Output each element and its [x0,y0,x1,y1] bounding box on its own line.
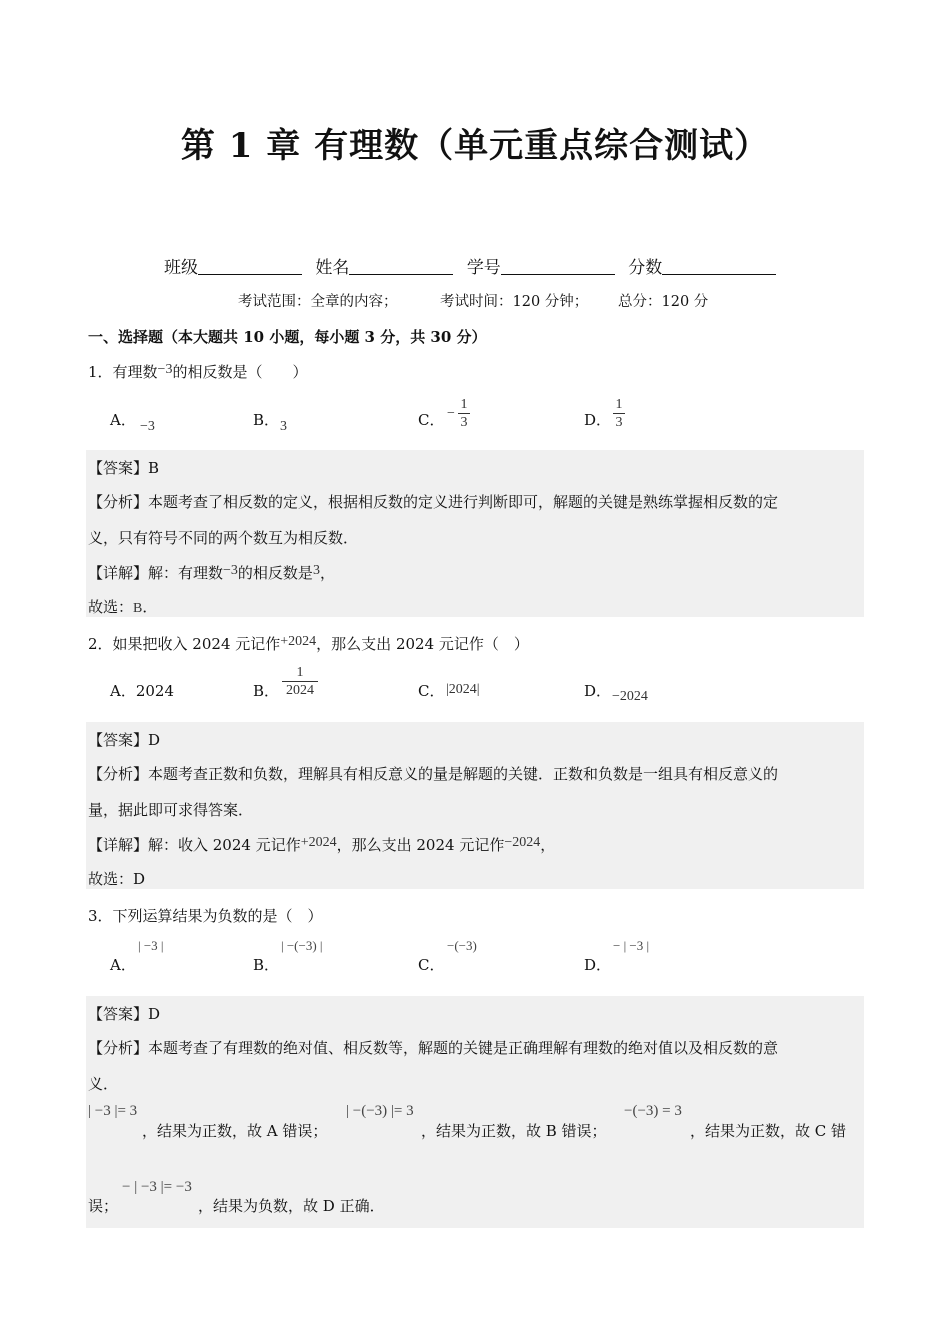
q2-analysis-line-2: 量，据此即可求得答案． [88,801,254,819]
q3-option-c-label[interactable]: C． [418,956,445,974]
q3-answer: 【答案】D [88,1005,161,1023]
q2-detail-text-3: ， [540,836,556,854]
q3-option-c-value: −(−3) [447,938,477,953]
q2-option-d-value: −2024 [612,689,648,704]
q1-d-denominator: 3 [615,415,623,430]
q2-detail-math-2: −2024 [504,835,541,850]
q1-option-c-label[interactable]: C． [418,411,445,429]
q2-detail [88,834,555,855]
score-label: 分数 [628,258,663,278]
q1-option-b-label[interactable]: B． [253,411,280,429]
q3-option-b-value: | −(−3) | [281,938,323,953]
q1-detail [88,562,335,583]
q1-choose-end: ． [142,598,158,616]
question-1-stem [88,361,307,382]
q2-b-numerator: 1 [296,665,304,680]
q2-option-d-label[interactable]: D． [584,682,612,700]
q2-stem-math: +2024 [280,634,317,649]
q1-choose-math: B [133,601,143,616]
question-2-stem [88,633,529,654]
q3-expr-4-text: ，结果为负数，故 D 正确． [198,1197,385,1215]
q3-option-a-label[interactable]: A． [110,956,136,974]
q1-detail-math-2: 3 [312,563,320,578]
page-title: 第 1 章 有理数（单元重点综合测试） [180,126,770,166]
q1-option-a-value: −3 [140,419,155,434]
q2-stem-text: 2．如果把收入 2024 元记作 [88,635,281,653]
q1-detail-text-2: 的相反数是 [237,564,313,582]
q1-stem-math: −3 [157,362,173,377]
class-field[interactable] [198,258,302,275]
name-label: 姓名 [315,258,350,278]
q3-expr-4: − | −3 |= −3 [122,1179,192,1195]
q3-expr-3-text: ，结果为正数，故 C 错 [690,1122,847,1140]
number-label: 学号 [466,258,501,278]
q1-option-d-fraction [613,397,625,430]
q1-analysis-line-2: 义，只有符号不同的两个数互为相反数． [88,529,359,547]
q2-detail-math-1: +2024 [300,835,337,850]
q1-answer: 【答案】B [88,459,160,477]
q1-stem-text: 1．有理数 [88,363,158,381]
q2-choose: 故选：D [88,870,146,888]
student-info-line [164,253,776,278]
question-3-stem: 3．下列运算结果为负数的是（ ） [88,907,323,925]
q2-option-b-label[interactable]: B． [253,682,280,700]
name-field[interactable] [349,258,453,275]
q1-option-c-fraction [458,397,470,430]
number-field[interactable] [501,258,615,275]
q1-answer-box [86,450,864,617]
q1-option-d-label[interactable]: D． [584,411,612,429]
q3-analysis-line-2: 义． [88,1075,119,1093]
q2-option-b-fraction [282,665,318,698]
q1-analysis-line-1: 【分析】本题考查了相反数的定义，根据相反数的定义进行判断即可，解题的关键是熟练掌握相反数的定 [88,493,779,511]
q1-c-numerator: 1 [460,397,468,412]
q2-analysis-line-1: 【分析】本题考查正数和负数，理解具有相反意义的量是解题的关键．正数和负数是一组具有相反意义的 [88,765,779,783]
exam-total: 总分：120 分 [618,294,709,310]
q1-d-numerator: 1 [615,397,623,412]
class-label: 班级 [164,258,198,278]
q1-detail-text-3: ， [319,564,335,582]
section-heading: 一、选择题（本大题共 10 小题，每小题 3 分，共 30 分） [88,328,487,346]
q3-expr-4-prefix: 误； [88,1197,119,1215]
q2-stem-text-end: ，那么支出 2024 元记作（ ） [316,635,529,653]
q3-analysis-line-1: 【分析】本题考查了有理数的绝对值、相反数等，解题的关键是正确理解有理数的绝对值以及相反数的意 [88,1039,779,1057]
q2-option-c-label[interactable]: C． [418,682,445,700]
q3-expr-2: | −(−3) |= 3 [346,1103,414,1119]
q1-choose-text: 故选： [88,598,134,616]
exam-time: 考试时间：120 分钟； [440,294,589,310]
q2-answer-box [86,722,864,889]
q2-b-denominator: 2024 [286,683,314,698]
q3-expr-1-text: ，结果为正数，故 A 错误； [142,1122,328,1140]
q3-expr-3: −(−3) = 3 [624,1103,682,1119]
q3-answer-box [86,996,864,1228]
q3-expr-2-text: ，结果为正数，故 B 错误； [421,1122,607,1140]
exam-scope: 考试范围：全章的内容； [238,294,398,310]
q1-stem-text-end: 的相反数是（ ） [172,363,308,381]
q2-detail-text-2: ，那么支出 2024 元记作 [336,836,505,854]
q2-detail-text: 【详解】解：收入 2024 元记作 [88,836,301,854]
q1-option-b-value: 3 [280,419,287,434]
q3-expr-1: | −3 |= 3 [88,1103,138,1119]
q2-option-c-value: |2024| [446,682,480,697]
q1-option-a-label[interactable]: A． [110,411,136,429]
q1-detail-math-1: −3 [223,563,238,578]
q1-c-denominator: 3 [460,415,468,430]
q3-option-b-label[interactable]: B． [253,956,280,974]
q2-option-a[interactable]: A．2024 [110,682,175,700]
q2-answer: 【答案】D [88,731,161,749]
q3-option-d-value: − | −3 | [613,938,650,953]
q1-detail-text: 【详解】解：有理数 [88,564,224,582]
q1-option-c-sign: − [447,406,455,421]
score-field[interactable] [662,258,776,275]
q1-choose [88,596,157,617]
q3-option-d-label[interactable]: D． [584,956,612,974]
q3-option-a-value: | −3 | [138,938,164,953]
